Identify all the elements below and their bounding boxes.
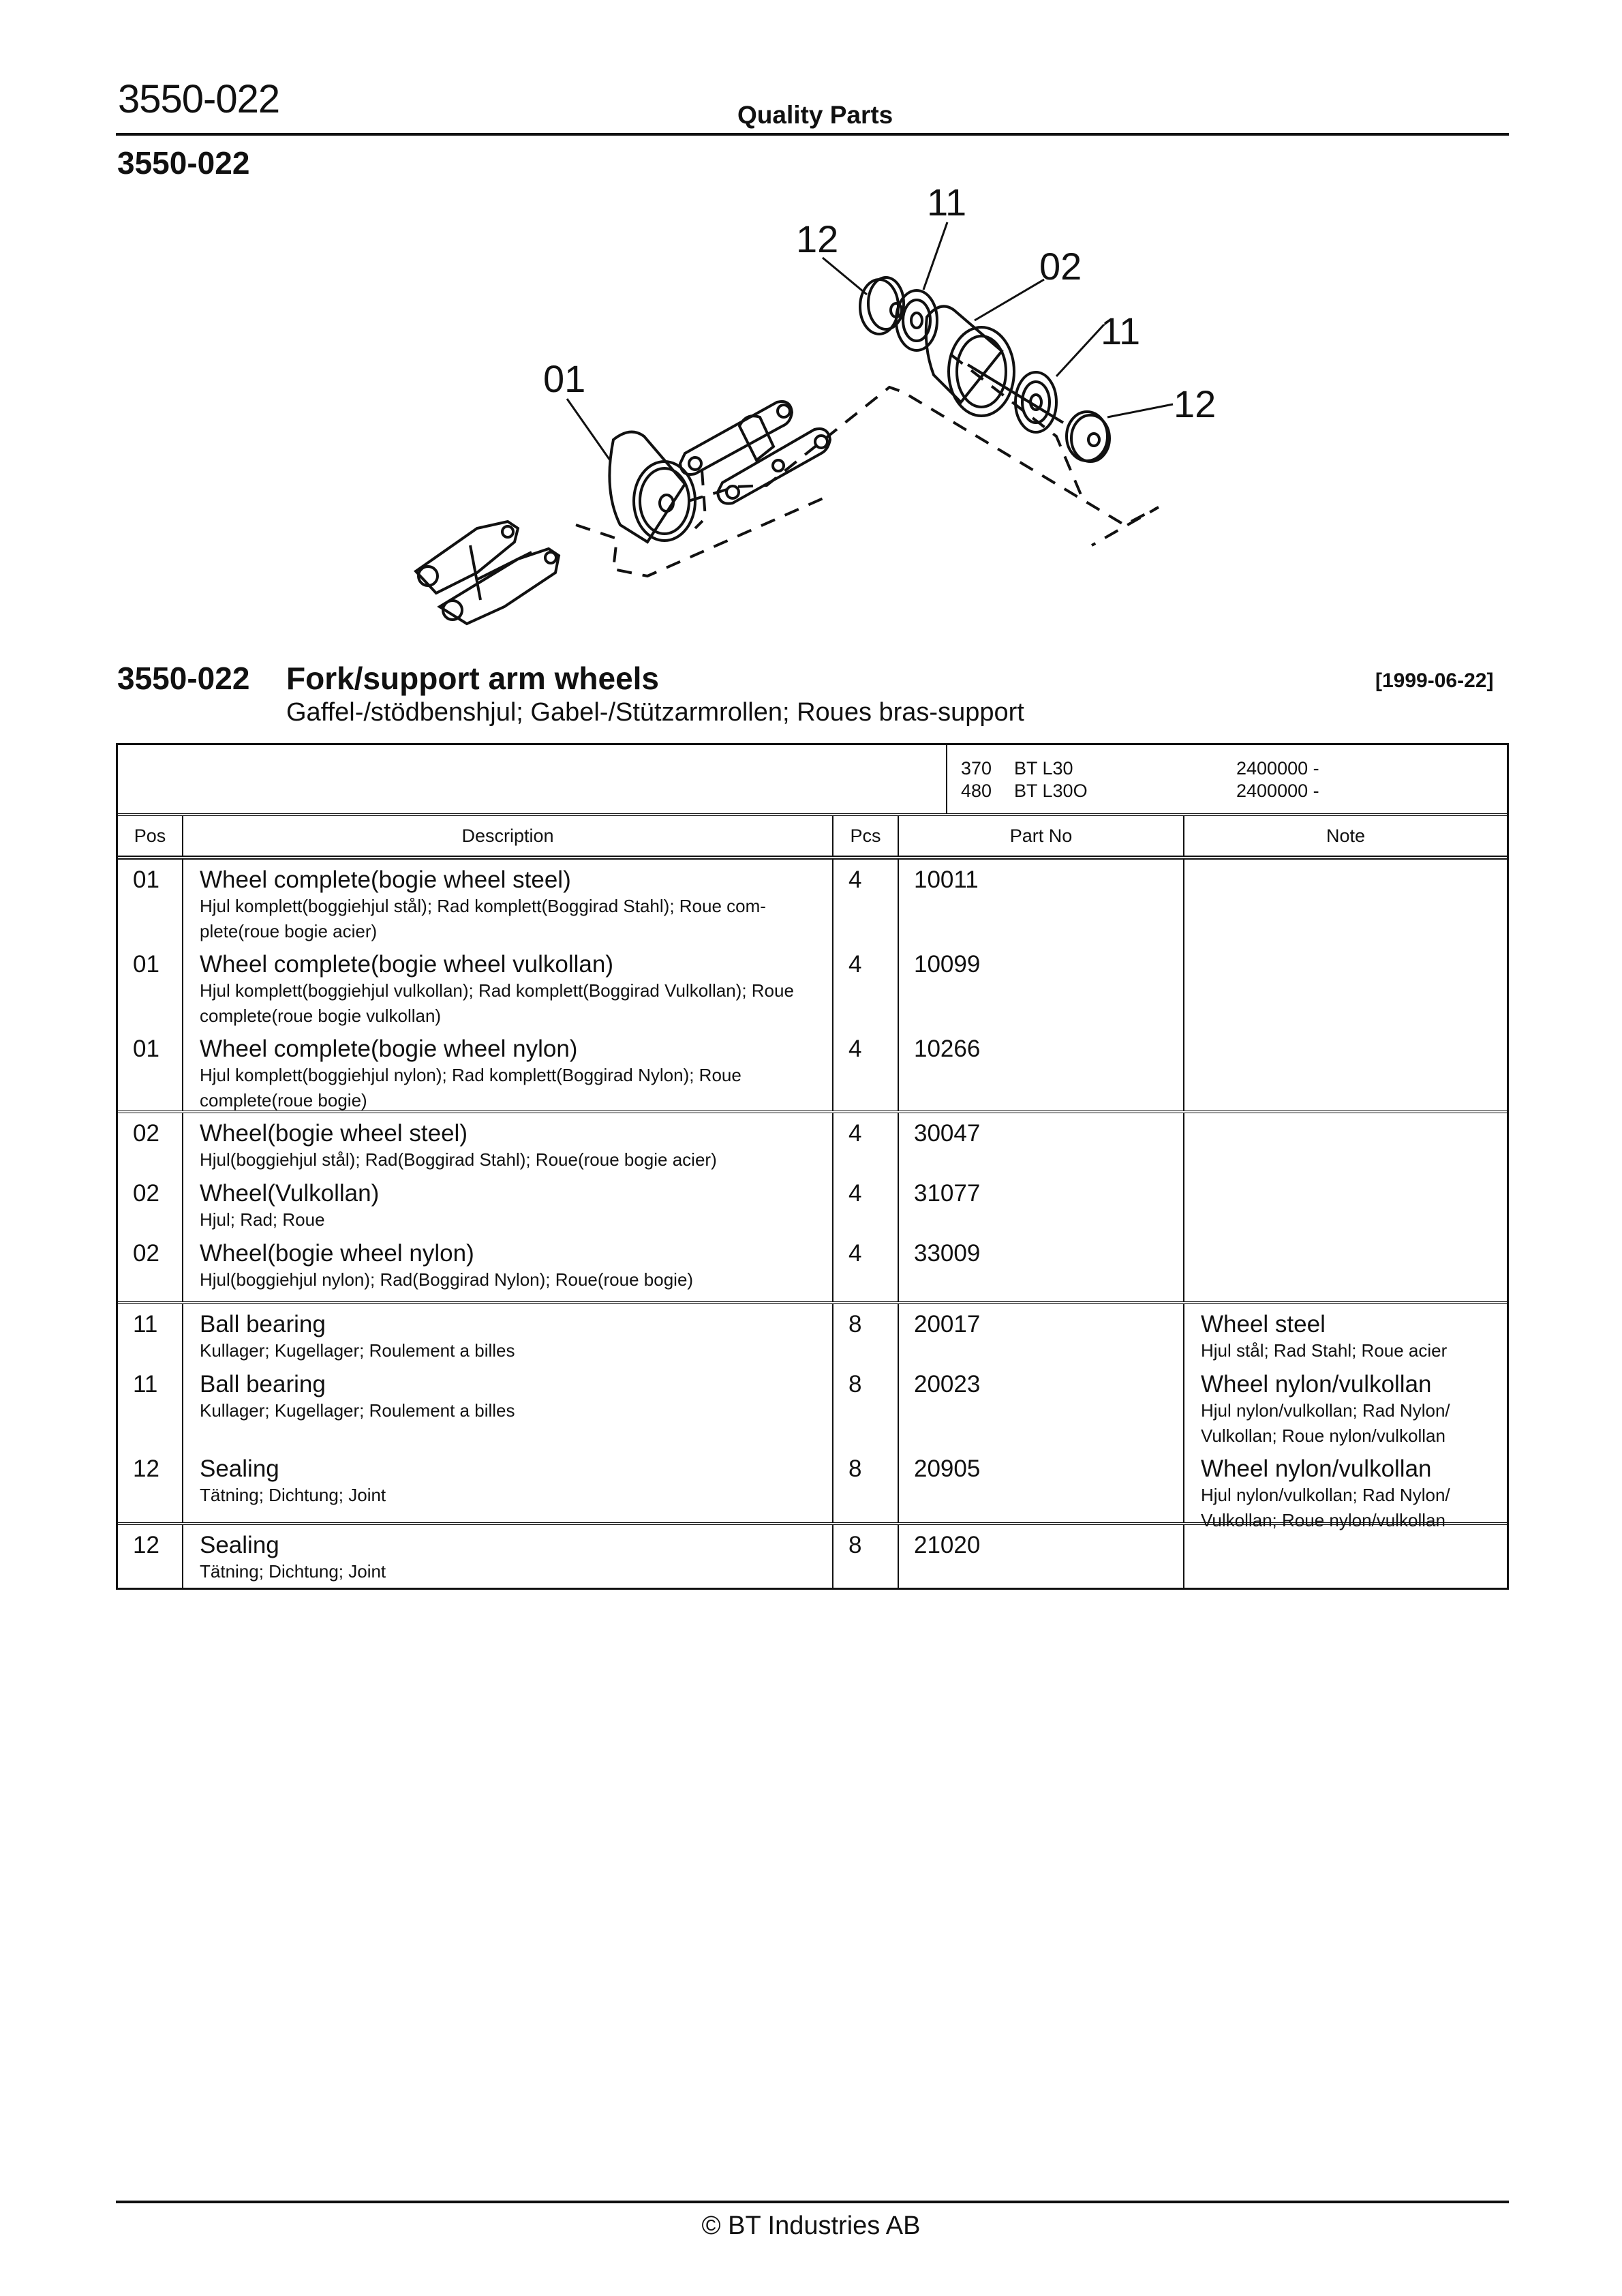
col-header-pos: Pos <box>118 816 183 856</box>
wheel-02 <box>926 306 1063 423</box>
col-header-note: Note <box>1326 825 1366 846</box>
cell-description: Sealing <box>200 1532 279 1558</box>
cell-part-no: 20023 <box>914 1371 981 1398</box>
table-row-cell <box>914 951 1183 1036</box>
table-row-cell <box>914 1240 1183 1301</box>
cell-part-no: 10099 <box>914 951 981 978</box>
cell-pos: 12 <box>133 1455 159 1482</box>
cell-note-translations: Hjul nylon/vulkollan; Rad Nylon/ Vulkollan; Roue nylon/vulkollan <box>1201 1400 1450 1446</box>
section-code: 3550-022 <box>117 661 250 696</box>
callout-leaders <box>567 222 1173 460</box>
column-pos <box>118 1525 183 1588</box>
model-code: 480 <box>961 781 992 801</box>
table-row-group <box>118 1113 1507 1304</box>
cell-pcs: 8 <box>848 1532 862 1558</box>
table-row-cell <box>1201 1240 1507 1301</box>
cell-part-no: 31077 <box>914 1180 981 1207</box>
table-row-cell <box>200 1120 818 1180</box>
wheel-complete-01 <box>609 432 695 542</box>
sealing-12-right <box>1067 412 1110 462</box>
cell-description: Ball bearing <box>200 1371 326 1398</box>
table-row-cell <box>914 1532 1183 1588</box>
cell-description: Wheel complete(bogie wheel vulkollan) <box>200 951 613 978</box>
cell-pcs: 4 <box>848 866 862 893</box>
table-row-cell <box>914 1371 1183 1455</box>
table-row-cell <box>914 1120 1183 1180</box>
section-date: [1999-06-22] <box>1375 669 1494 692</box>
table-row-cell <box>914 1455 1183 1522</box>
cell-description-translations: Kullager; Kugellager; Roulement a billes <box>200 1340 515 1361</box>
cell-pos: 02 <box>133 1240 159 1267</box>
brand-line: Quality Parts <box>737 101 893 129</box>
cell-description: Wheel complete(bogie wheel steel) <box>200 866 571 893</box>
ball-bearing-11-left <box>896 290 937 350</box>
cell-pcs: 8 <box>848 1455 862 1482</box>
column-note <box>1184 1304 1507 1530</box>
table-row-cell <box>133 866 182 951</box>
model-code: 370 <box>961 758 992 779</box>
column-note <box>1184 860 1507 1111</box>
table-row-cell <box>848 1455 898 1522</box>
table-row-cell <box>1201 1532 1507 1588</box>
column-pcs <box>833 1525 899 1588</box>
illustration-code: 3550-022 <box>117 145 250 181</box>
callout-01: 01 <box>543 357 586 400</box>
table-row-group <box>118 860 1507 1113</box>
fork-arm-bracket <box>416 522 559 624</box>
col-header-description: Description <box>183 816 833 856</box>
col-header-pcs: Pcs <box>833 816 899 856</box>
table-row-cell <box>848 1180 898 1240</box>
table-row-cell <box>848 1371 898 1455</box>
model-list <box>946 745 1319 813</box>
cell-pcs: 4 <box>848 1240 862 1267</box>
exploded-view-illustration <box>382 174 1216 637</box>
cell-part-no: 20017 <box>914 1311 981 1338</box>
cell-pcs: 4 <box>848 1180 862 1207</box>
table-row-cell <box>1201 1371 1507 1455</box>
column-pos <box>118 860 183 1111</box>
table-row-cell <box>1201 1311 1507 1371</box>
table-row-cell <box>133 1311 182 1371</box>
section-subtitle: Gaffel-/stödbenshjul; Gabel-/Stützarmrollen; Roues bras-support <box>286 698 1024 727</box>
table-row-cell <box>200 1311 818 1371</box>
cell-description-translations: Tätning; Dichtung; Joint <box>200 1485 386 1505</box>
document-code: 3550-022 <box>118 77 280 121</box>
cell-description: Wheel(Vulkollan) <box>200 1180 380 1207</box>
table-row-cell <box>200 1455 818 1522</box>
column-desc <box>183 1525 833 1588</box>
table-row-cell <box>848 1120 898 1180</box>
assembly-guide-lines <box>576 354 1159 576</box>
table-row-cell <box>848 1311 898 1371</box>
column-pos <box>118 1113 183 1301</box>
table-row-cell <box>200 1036 818 1111</box>
cell-description-translations: Hjul(boggiehjul nylon); Rad(Boggirad Nylon); Roue(roue bogie) <box>200 1269 694 1290</box>
table-row-cell <box>1201 1036 1507 1111</box>
header-divider <box>116 133 1509 136</box>
table-row-cell <box>133 1036 182 1111</box>
column-note <box>1184 1525 1507 1588</box>
table-row-cell <box>200 1240 818 1301</box>
model-name: BT L30O <box>1014 781 1088 801</box>
cell-pcs: 8 <box>848 1371 862 1398</box>
model-serial: 2400000 - <box>1236 758 1319 779</box>
model-serial: 2400000 - <box>1236 781 1319 801</box>
callout-12-right: 12 <box>1174 382 1216 425</box>
copyright: © BT Industries AB <box>701 2211 921 2240</box>
cell-pos: 01 <box>133 951 159 978</box>
cell-part-no: 10266 <box>914 1036 981 1062</box>
cell-note: Wheel nylon/vulkollan <box>1201 1455 1432 1482</box>
table-row-cell <box>848 866 898 951</box>
column-pcs <box>833 860 899 1111</box>
table-row-cell <box>133 1120 182 1180</box>
cell-pos: 01 <box>133 1036 159 1062</box>
table-row-cell <box>200 951 818 1036</box>
callout-11-left: 11 <box>927 181 967 224</box>
ball-bearing-11-right <box>1015 372 1056 432</box>
table-row-cell <box>133 951 182 1036</box>
cell-description-translations: Hjul komplett(boggiehjul vulkollan); Rad komplett(Boggirad Vulkollan); Roue complete(roue bogie vulkollan) <box>200 980 794 1026</box>
column-desc <box>183 1113 833 1301</box>
table-row-cell <box>133 1180 182 1240</box>
table-row-cell <box>200 1180 818 1240</box>
cell-description: Wheel(bogie wheel nylon) <box>200 1240 474 1267</box>
column-part <box>899 1525 1184 1588</box>
cell-description-translations: Hjul(boggiehjul stål); Rad(Boggirad Stahl); Roue(roue bogie acier) <box>200 1149 717 1170</box>
footer-divider <box>116 2201 1509 2203</box>
cell-description-translations: Hjul komplett(boggiehjul stål); Rad komplett(Boggirad Stahl); Roue com-plete(roue bogie acier) <box>200 896 766 941</box>
cell-pos: 12 <box>133 1532 159 1558</box>
cell-pcs: 4 <box>848 1036 862 1062</box>
callout-11-right: 11 <box>1101 309 1141 352</box>
cell-description-translations: Kullager; Kugellager; Roulement a billes <box>200 1400 515 1421</box>
table-row-cell <box>848 1036 898 1111</box>
column-part <box>899 860 1184 1111</box>
cell-note-translations: Hjul nylon/vulkollan; Rad Nylon/ Vulkollan; Roue nylon/vulkollan <box>1201 1485 1450 1530</box>
column-desc <box>183 1304 833 1522</box>
cell-description-translations: Tätning; Dichtung; Joint <box>200 1561 386 1582</box>
cell-pos: 02 <box>133 1120 159 1147</box>
table-row-cell <box>200 1532 818 1588</box>
column-pos <box>118 1304 183 1522</box>
cell-description-translations: Hjul komplett(boggiehjul nylon); Rad komplett(Boggirad Nylon); Roue complete(roue bogie) <box>200 1065 741 1111</box>
cell-note: Wheel nylon/vulkollan <box>1201 1371 1432 1398</box>
table-row-cell <box>914 1311 1183 1371</box>
table-row-cell <box>133 1532 182 1588</box>
cell-note: Wheel steel <box>1201 1311 1326 1338</box>
table-row-group <box>118 1525 1507 1588</box>
table-row-cell <box>1201 866 1507 951</box>
table-row-cell <box>133 1240 182 1301</box>
cell-part-no: 30047 <box>914 1120 981 1147</box>
table-row-cell <box>914 1036 1183 1111</box>
column-part <box>899 1304 1184 1522</box>
table-row-cell <box>1201 1455 1507 1530</box>
cell-part-no: 10011 <box>914 866 979 893</box>
column-note <box>1184 1113 1507 1301</box>
table-row-cell <box>848 1532 898 1588</box>
table-row-cell <box>200 866 818 951</box>
parts-table <box>116 743 1509 1590</box>
callout-02: 02 <box>1039 245 1082 288</box>
column-desc <box>183 860 833 1111</box>
table-header <box>118 816 1507 860</box>
table-row-cell <box>1201 1120 1507 1180</box>
table-row-cell <box>133 1371 182 1455</box>
cell-pos: 02 <box>133 1180 159 1207</box>
model-item <box>961 757 1319 780</box>
cell-description: Sealing <box>200 1455 279 1482</box>
callout-12-left: 12 <box>796 217 839 260</box>
cell-pcs: 8 <box>848 1311 862 1338</box>
cell-description: Wheel complete(bogie wheel nylon) <box>200 1036 578 1062</box>
cell-pos: 11 <box>133 1311 158 1338</box>
table-row-group <box>118 1304 1507 1530</box>
table-row-cell <box>200 1371 818 1455</box>
table-row-cell <box>133 1455 182 1522</box>
table-row-cell <box>848 951 898 1036</box>
table-row-cell <box>848 1240 898 1301</box>
cell-note-translations: Hjul stål; Rad Stahl; Roue acier <box>1201 1340 1448 1361</box>
column-pcs <box>833 1113 899 1301</box>
cell-pos: 11 <box>133 1371 158 1398</box>
cell-part-no: 33009 <box>914 1240 981 1267</box>
model-applicability-row <box>118 745 1507 816</box>
cell-pcs: 4 <box>848 951 862 978</box>
cell-description-translations: Hjul; Rad; Roue <box>200 1209 325 1230</box>
table-row-cell <box>1201 951 1507 1036</box>
cell-description: Wheel(bogie wheel steel) <box>200 1120 468 1147</box>
col-header-part-no: Part No <box>899 816 1184 856</box>
table-body <box>118 860 1507 1588</box>
table-row-cell <box>914 1180 1183 1240</box>
cell-pos: 01 <box>133 866 159 893</box>
cell-pcs: 4 <box>848 1120 862 1147</box>
table-row-cell <box>1201 1180 1507 1240</box>
model-item <box>961 780 1319 802</box>
column-part <box>899 1113 1184 1301</box>
table-row-cell <box>914 866 1183 951</box>
model-name: BT L30 <box>1014 758 1073 779</box>
cell-part-no: 21020 <box>914 1532 981 1558</box>
cell-description: Ball bearing <box>200 1311 326 1338</box>
cell-part-no: 20905 <box>914 1455 981 1482</box>
column-pcs <box>833 1304 899 1522</box>
section-title: Fork/support arm wheels <box>286 661 660 696</box>
